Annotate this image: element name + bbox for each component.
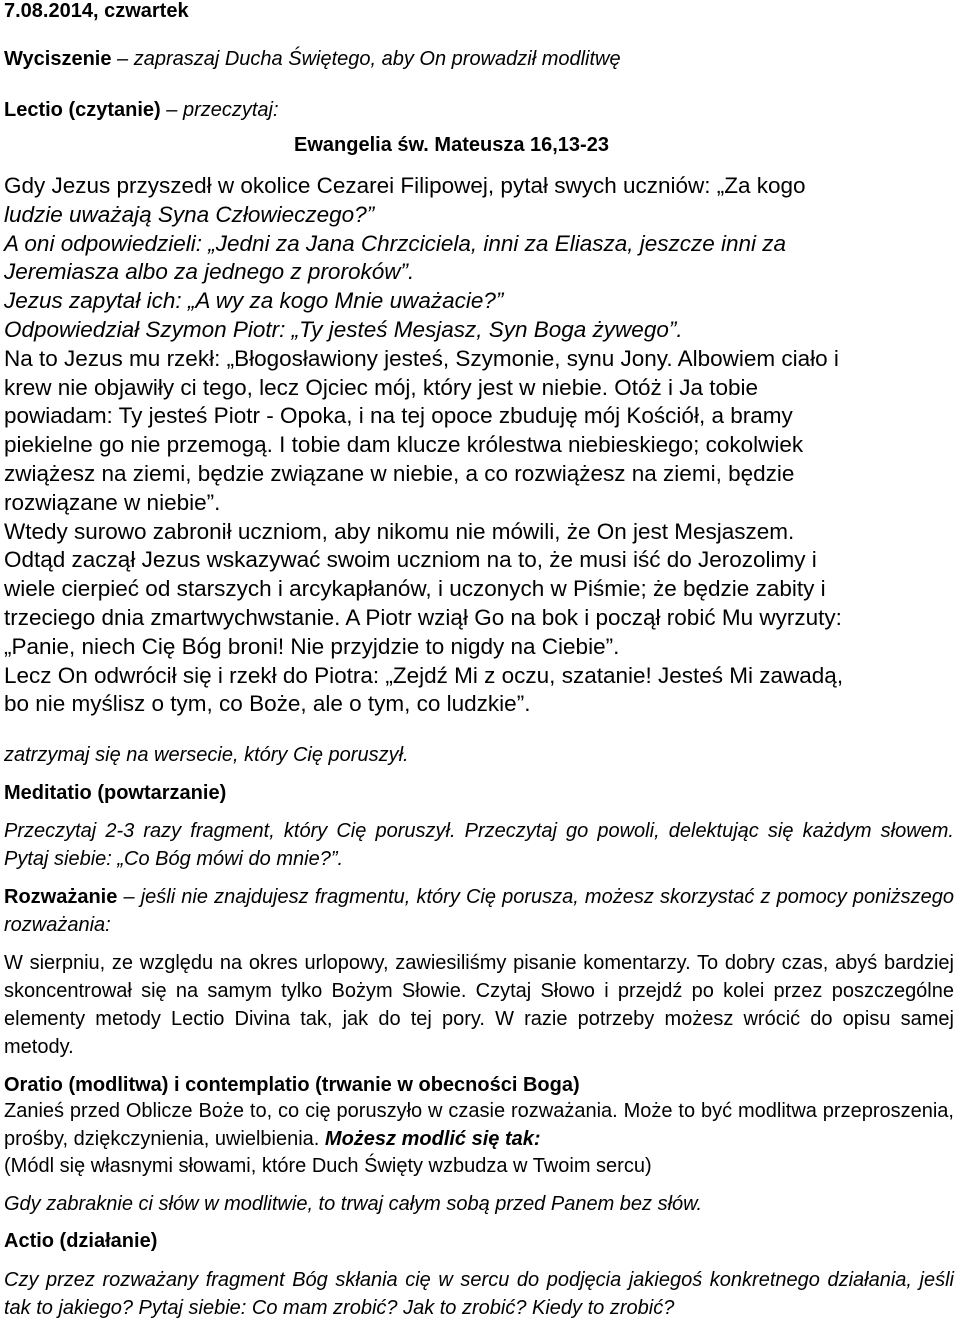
- rozwazanie-intro: [4, 883, 954, 939]
- scripture-line: ludzie uważają Syna Człowieczego?”: [4, 201, 375, 227]
- date-line: 7.08.2014, czwartek: [4, 0, 189, 22]
- oratio-text: [4, 1097, 954, 1153]
- scripture-passage: [4, 172, 954, 719]
- scripture-line: Jezus zapytał ich: „A wy za kogo Mnie uważacie?”: [4, 288, 504, 314]
- meditatio-heading: Meditatio (powtarzanie): [4, 782, 227, 804]
- scripture-line: Na to Jezus mu rzekł: „Błogosławiony jesteś, Szymonie, synu Jony. Albowiem ciało i: [4, 345, 839, 371]
- rozwazanie-label: Rozważanie: [4, 886, 118, 908]
- oratio-body: Zanieś przed Oblicze Boże to, co cię poruszyło w czasie rozważania. Może to być modlitwa przeproszenia, prośby, dziękczynienia, uwielbienia.: [4, 1100, 954, 1150]
- oratio-prayer-note: (Módl się własnymi słowami, które Duch Święty wzbudza w Twoim sercu): [4, 1155, 652, 1177]
- stop-instruction: zatrzymaj się na wersecie, który Cię poruszył.: [4, 744, 409, 766]
- scripture-line: Lecz On odwrócił się i rzekł do Piotra: „Zejdź Mi z oczu, szatanie! Jesteś Mi zawadą,: [4, 662, 844, 688]
- rozwazanie-text: – jeśli nie znajdujesz fragmentu, który Cię porusza, możesz skorzystać z pomocy poniższego rozważania:: [4, 886, 954, 936]
- scripture-line: krew nie objawiły ci tego, lecz Ojciec mój, który jest w niebie. Otóż i Ja tobie: [4, 374, 759, 400]
- scripture-line: Odpowiedział Szymon Piotr: „Ty jesteś Mesjasz, Syn Boga żywego”.: [4, 316, 683, 342]
- scripture-line: Odtąd zaczął Jezus wskazywać swoim uczniom na to, że musi iść do Jerozolimy i: [4, 547, 817, 573]
- scripture-line: A oni odpowiedzieli: „Jedni za Jana Chrzciciela, inni za Eliasza, jeszcze inni za: [4, 230, 787, 256]
- silence-label: Wyciszenie: [4, 48, 112, 70]
- actio-text: Czy przez rozważany fragment Bóg skłania cię w sercu do podjęcia jakiegoś konkretnego działania, jeśli tak to jakiego? Pytaj siebie: Co mam zrobić? Jak to zrobić? Kiedy to zrobić?: [4, 1269, 954, 1319]
- oratio-closing: Gdy zabraknie ci słów w modlitwie, to trwaj całym sobą przed Panem bez słów.: [4, 1193, 703, 1215]
- lectio-label: Lectio (czytanie): [4, 99, 161, 121]
- lectio-line: [4, 96, 954, 124]
- scripture-line: wiele cierpieć od starszych i arcykapłanów, i uczonych w Piśmie; że będzie zabity i: [4, 576, 826, 602]
- scripture-line: rozwiązane w niebie”.: [4, 489, 221, 515]
- scripture-line: „Panie, niech Cię Bóg broni! Nie przyjdzie to nigdy na Ciebie”.: [4, 633, 620, 659]
- scripture-line: Wtedy surowo zabronił uczniom, aby nikomu nie mówili, że On jest Mesjaszem.: [4, 518, 795, 544]
- lectio-text: – przeczytaj:: [160, 99, 279, 121]
- oratio-heading: Oratio (modlitwa) i contemplatio (trwanie w obecności Boga): [4, 1074, 580, 1096]
- scripture-line: bo nie myślisz o tym, co Boże, ale o tym, co ludzkie”.: [4, 691, 531, 717]
- oratio-emphasis: Możesz modlić się tak:: [324, 1128, 541, 1150]
- meditatio-text: Przeczytaj 2-3 razy fragment, który Cię poruszył. Przeczytaj go powoli, delektując się każdym słowem. Pytaj siebie: „Co Bóg mówi do mnie?”.: [4, 820, 954, 870]
- scripture-line: zwiążesz na ziemi, będzie związane w niebie, a co rozwiążesz na ziemi, będzie: [4, 460, 795, 486]
- actio-heading: Actio (działanie): [4, 1230, 158, 1252]
- scripture-line: powiadam: Ty jesteś Piotr - Opoka, i na tej opoce zbuduję mój Kościół, a bramy: [4, 403, 793, 429]
- scripture-line: Jeremiasza albo za jednego z proroków”.: [4, 259, 415, 285]
- silence-text: – zapraszaj Ducha Świętego, aby On prowadził modlitwę: [111, 48, 621, 70]
- silence-line: [4, 45, 954, 73]
- gospel-reference: Ewangelia św. Mateusza 16,13-23: [294, 134, 609, 156]
- scripture-line: Gdy Jezus przyszedł w okolice Cezarei Filipowej, pytał swych uczniów: „Za kogo: [4, 173, 806, 198]
- scripture-line: piekielne go nie przemogą. I tobie dam klucze królestwa niebieskiego; cokolwiek: [4, 432, 804, 458]
- scripture-line: trzeciego dnia zmartwychwstanie. A Piotr wziął Go na bok i począł robić Mu wyrzuty:: [4, 604, 842, 630]
- rozwazanie-body: W sierpniu, ze względu na okres urlopowy, zawiesiliśmy pisanie komentarzy. To dobry czas, abyś bardziej skoncentrował się na samym tylko Bożym Słowie. Czytaj Słowo i przejdź po kolei przez poszczególne elementy metody Lectio Divina tak, jak do tej pory. W razie potrzeby możesz wrócić do opisu samej metody.: [4, 952, 954, 1058]
